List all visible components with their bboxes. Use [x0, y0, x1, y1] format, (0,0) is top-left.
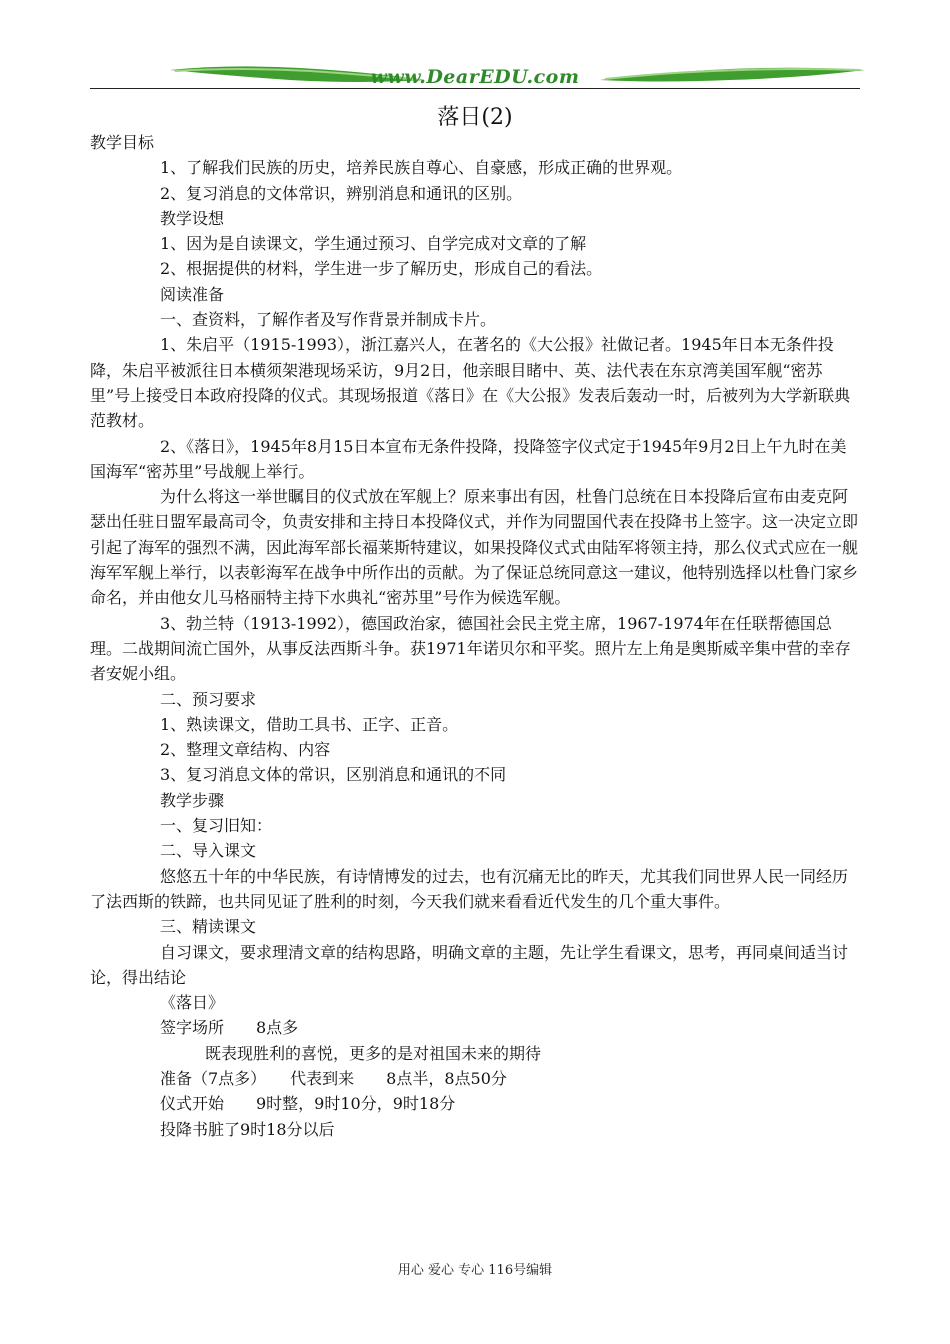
paragraph: 2、整理文章结构、内容: [160, 740, 331, 760]
paragraph: 2、《落日》，1945年8月15日本宣布无条件投降，投降签字仪式定于1945年9月2日上午九时在美国海军“密苏里”号战舰上举行。: [90, 436, 847, 481]
paragraph: 一、复习旧知：: [160, 816, 273, 836]
brand-logo-text: www.DearEDU.com: [370, 66, 580, 88]
section-heading: 教学步骤: [160, 790, 225, 810]
page-footer: 用心 爱心 专心 116号编辑: [397, 1263, 553, 1278]
paragraph: 自习课文，要求理清文章的结构思路，明确文章的主题，先让学生看课文，思考，再同桌间适当讨论，得出结论: [90, 942, 849, 987]
paragraph: 2、根据提供的材料，学生进一步了解历史，形成自己的看法。: [160, 259, 603, 279]
paragraph: 1、熟读课文，借助工具书、正字、正音。: [160, 714, 459, 734]
paragraph: 《落日》: [160, 993, 225, 1013]
paragraph: 为什么将这一举世瞩目的仪式放在军舰上？原来事出有因，杜鲁门总统在日本投降后宣布由麦克阿瑟出任驻日盟军最高司令，负责安排和主持日本投降仪式，并作为同盟国代表在投降书上签字。这一决定立即引起了海军的强烈不满，因此海军部长福莱斯特建议，如果投降仪式式由陆军将领主持，那么仪式式应在一舰海军军舰上举行，以表彰海军在战争中所作出的贡献。为了保证总统同意这一建议，他特别选择以杜鲁门家乡命名，并由他女儿马格丽特主持下水典礼“密苏里”号作为候选军舰。: [90, 487, 859, 608]
paragraph: 准备（7点多） 代表到来 8点半，8点50分: [160, 1068, 507, 1088]
page-title: 落日(2): [437, 105, 513, 130]
header-divider: [90, 88, 860, 89]
paragraph: 三、精读课文: [160, 917, 257, 937]
paragraph: 1、了解我们民族的历史，培养民族自尊心、自豪感，形成正确的世界观。: [160, 158, 683, 178]
paragraph: 1、因为是自读课文，学生通过预习、自学完成对文章的了解: [160, 234, 587, 254]
site-header: [90, 58, 860, 92]
paragraph: 3、勃兰特（1913-1992），德国政治家，德国社会民主党主席，1967-1974年在任联帮德国总理。二战期间流亡国外，从事反法西斯斗争。获1971年诺贝尔和平奖。照片左上角是奥斯威辛集中营的幸存者安妮小组。: [90, 613, 851, 684]
paragraph: 2、复习消息的文体常识，辨别消息和通讯的区别。: [160, 183, 523, 203]
paragraph: 一、查资料，了解作者及写作背景并制成卡片。: [160, 310, 497, 330]
paragraph: 投降书脏了9时18分以后: [160, 1119, 335, 1139]
document-body: [90, 130, 860, 1142]
section-heading: 教学目标: [90, 133, 155, 152]
paragraph: 签字场所 8点多: [160, 1018, 299, 1038]
paragraph: 1、朱启平（1915-1993），浙江嘉兴人，在著名的《大公报》社做记者。1945年日本无条件投降，朱启平被派往日本横须架港现场采访，9月2日，他亲眼目睹中、英、法代表在东京湾美国军舰“密苏里”号上接受日本政府投降的仪式。其现场报道《落日》在《大公报》发表后轰动一时，后被列为大学新联典范教材。: [90, 335, 851, 431]
section-heading: 二、预习要求: [160, 689, 257, 709]
section-heading: 阅读准备: [160, 284, 225, 304]
paragraph: 仪式开始 9时整，9时10分，9时18分: [160, 1094, 456, 1114]
paragraph: 悠悠五十年的中华民族，有诗情博发的过去，也有沉痛无比的昨天，尤其我们同世界人民一同经历了法西斯的铁蹄，也共同见证了胜利的时刻，今天我们就来看看近代发生的几个重大事件。: [90, 866, 849, 911]
section-heading: 教学设想: [160, 208, 225, 228]
paragraph: 二、导入课文: [160, 841, 257, 861]
paragraph: 3、复习消息文体的常识，区别消息和通讯的不同: [160, 765, 507, 785]
paragraph: 既表现胜利的喜悦，更多的是对祖国未来的期待: [205, 1043, 542, 1063]
green-swoosh-right-icon: [600, 62, 865, 88]
